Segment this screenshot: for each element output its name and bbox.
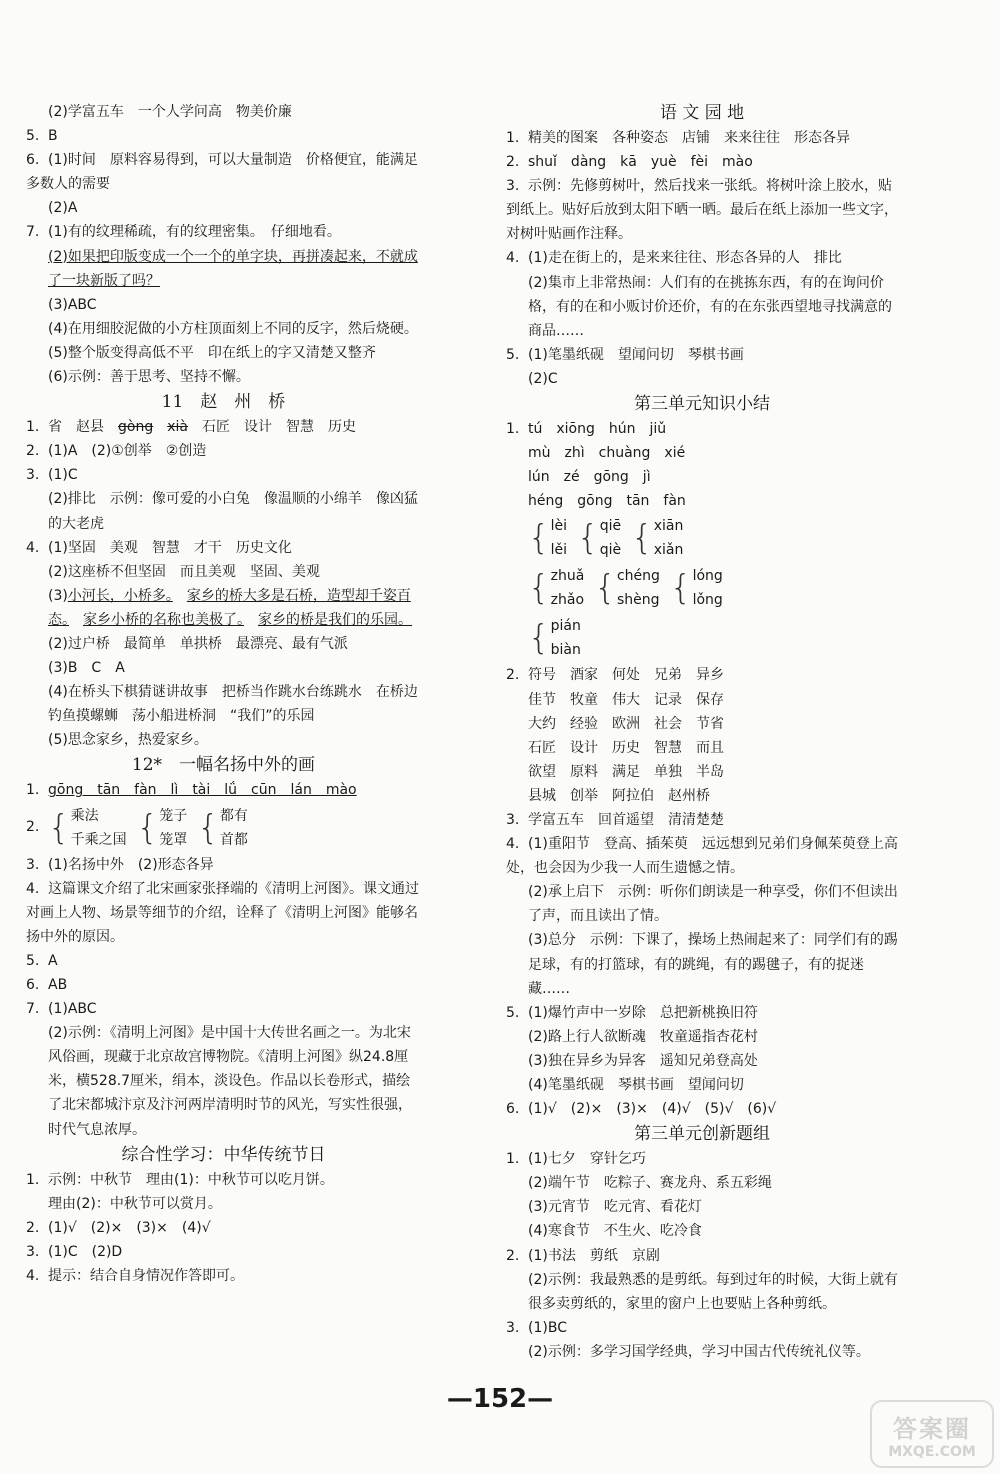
- spacer-text: [173, 588, 187, 604]
- answer-text: (1)A (2)①创举 ②创造: [48, 443, 207, 460]
- brace-item: 首都: [219, 831, 248, 848]
- answer-line: [506, 808, 898, 832]
- underlined-text: 家乡的桥是我们的乐园。: [258, 611, 412, 628]
- brace-item: pián: [550, 618, 581, 635]
- answer-line: [26, 584, 421, 632]
- answer-line: (4)在桥头下棋猜谜讲故事 把桥当作跳水台练跳水 在桥边钓鱼摸螺蛳 荡小船进桥洞 “我们”的乐园: [48, 684, 418, 725]
- question-number: 1.: [26, 419, 40, 436]
- brace-answers: [506, 563, 898, 613]
- brace-item: lèi: [550, 518, 568, 535]
- answer-line: (2)C: [528, 370, 558, 387]
- answer-text: (1)七夕 穿针乞巧: [528, 1151, 646, 1168]
- answer-line: (3)独在异乡为异客 遥知兄弟登高处: [528, 1052, 758, 1069]
- pinyin-answers: gōng tān fàn lì tài lǘ cūn lán mào: [48, 782, 357, 799]
- question-number: 2.: [26, 819, 40, 836]
- answer-line: [506, 1316, 898, 1340]
- brace-item: 千乘之国: [70, 831, 127, 848]
- answer-line: (6)示例：善于思考、坚持不懈。: [48, 369, 250, 386]
- section-heading: 综合性学习：中华传统节日: [121, 1144, 326, 1165]
- page-number: —152—: [446, 1384, 554, 1414]
- answer-text: tú xiōng hún jiǔ: [528, 421, 667, 438]
- answer-line: (5)整个版变得高低不平 印在纸上的字又清楚又整齐: [48, 344, 376, 361]
- answer-text: shuǐ dàng kā yuè fèi mào: [528, 154, 753, 171]
- answer-text: A: [48, 952, 58, 969]
- answer-line: (2)端午节 吃粽子、赛龙舟、系五彩绳: [528, 1175, 772, 1192]
- brace-item: 笼罩: [159, 831, 188, 848]
- answer-line: (2)学富五车 一个人学问高 物美价廉: [48, 104, 292, 120]
- question-number: 4.: [506, 250, 520, 267]
- answer-line: mù zhì chuàng xié: [528, 445, 686, 462]
- answer-line: (2)如果把印版变成一个一个的单字块，再拼凑起来，不就成了一块新版了吗？: [48, 248, 418, 289]
- answer-line: [506, 417, 898, 441]
- brace-item: 笼子: [159, 807, 188, 824]
- answer-line: [26, 536, 421, 560]
- answer-line: [506, 1001, 898, 1025]
- watermark-url: MXQE.COM: [888, 1443, 976, 1460]
- answer-text: 示例：先修剪树叶，然后找来一张纸。将树叶涂上胶水，贴到纸上。贴好后放到太阳下晒一晒。最后在纸上添加一些文字，对树叶贴画作注释。: [506, 178, 898, 243]
- brace-pair: { lèi lěi: [528, 514, 567, 562]
- answer-line: [26, 124, 421, 148]
- brace-pair: { chéng shèng: [594, 564, 660, 612]
- answer-line: [26, 973, 421, 997]
- answer-line: [506, 832, 898, 880]
- answer-line: [26, 415, 421, 439]
- section-heading: 11 赵 州 桥: [161, 392, 286, 413]
- brace-item: xiān: [653, 518, 684, 535]
- answer-line: (2)过户桥 最简单 单拱桥 最漂亮、最有气派: [48, 635, 348, 652]
- answer-line: [26, 1216, 421, 1240]
- answer-line: (2)示例：《清明上河图》是中国十大传世名画之一。为北宋风俗画，现藏于北京故宫博物院。《清明上河图》纵24.8厘米，横528.7厘米，绢本，淡设色。作品以长卷形式，描绘了北宋都城汴京及汴河两岸清明时节的风光，写实性很强，时代气息浓厚。: [48, 1025, 412, 1138]
- question-number: 6.: [26, 152, 40, 169]
- answer-line: (3)总分 示例：下课了，操场上热闹起来了：同学们有的踢足球，有的打篮球，有的跳绳，有的踢毽子，有的捉迷藏……: [528, 932, 898, 997]
- brace-item: biàn: [550, 642, 581, 659]
- answer-line: [506, 126, 898, 150]
- question-number: 3.: [506, 811, 520, 828]
- answer-line: [26, 949, 421, 973]
- question-number: 2.: [26, 443, 40, 460]
- underlined-text: 小河长，小桥多。: [67, 587, 173, 604]
- brace-pair: { 乘法 千乘之国: [48, 804, 127, 852]
- answer-text: (1)BC: [528, 1319, 567, 1336]
- answer-text: 符号 酒家 何处 兄弟 异乡: [528, 667, 724, 684]
- answer-line: (4)在用细胶泥做的小方柱顶面刻上不同的反字，然后烧硬。: [48, 320, 418, 337]
- question-number: 3.: [506, 178, 520, 195]
- answer-line: (2)示例：多学习国学经典，学习中国古代传统礼仪等。: [528, 1343, 870, 1360]
- section-heading: 第三单元知识小结: [634, 394, 770, 415]
- section-heading: 12* 一幅名扬中外的画: [131, 755, 316, 776]
- answer-text: 学富五车 回首遥望 清清楚楚: [528, 811, 724, 828]
- answer-line: 大约 经验 欧洲 社会 节省: [528, 715, 724, 732]
- question-number: 2.: [506, 667, 520, 684]
- answer-line: (3)B C A: [48, 660, 125, 677]
- brace-item: zhǎo: [550, 592, 585, 609]
- underlined-text: 家乡的桥大多是石桥，造型却千姿百态。: [48, 587, 411, 628]
- answer-line: (2)这座桥不但坚固 而且美观 坚固、美观: [48, 563, 320, 580]
- answer-text: (1)√ (2)× (3)× (4)√ (5)√ (6)√: [528, 1101, 777, 1118]
- answer-text: (1)名扬中外 (2)形态各异: [48, 856, 214, 873]
- question-number: 3.: [26, 1243, 40, 1260]
- answer-line: (3)ABC: [48, 296, 97, 313]
- answer-text: (1)有的纹理稀疏，有的纹理密集。 仔细地看。: [48, 224, 341, 241]
- brace-item: xiǎn: [653, 542, 684, 559]
- answer-line: (2)承上启下 示例：听你们朗读是一种享受，你们不但读出了声，而且读出了情。: [528, 884, 898, 925]
- brace-item: lóng: [692, 568, 723, 585]
- question-number: 1.: [26, 782, 40, 799]
- answer-line: [26, 463, 421, 487]
- question-number: 1.: [506, 130, 520, 146]
- question-number: 5.: [506, 346, 520, 363]
- answer-text: (1)C (2)D: [48, 1243, 123, 1260]
- answer-line: [26, 439, 421, 463]
- answer-line: [506, 1147, 898, 1171]
- question-number: 3.: [506, 1319, 520, 1336]
- answer-line: (5)思念家乡，热爱家乡。: [48, 732, 208, 749]
- question-number: 3.: [26, 856, 40, 873]
- brace-item: zhuǎ: [550, 568, 585, 585]
- answer-line: [506, 150, 898, 174]
- watermark-logo: [870, 1400, 994, 1468]
- answer-text: 省 赵县: [48, 419, 118, 436]
- answer-line: 石匠 设计 历史 智慧 而且: [528, 739, 724, 756]
- answer-line: (2)集市上非常热闹：人们有的在挑拣东西，有的在询问价格，有的在和小贩讨价还价，有的在东张西望地寻找满意的商品……: [528, 274, 892, 339]
- answer-line: [506, 663, 898, 687]
- answer-line: [506, 1244, 898, 1268]
- question-number: 1.: [506, 1151, 520, 1168]
- question-number: 6.: [26, 977, 40, 993]
- answer-line: [26, 853, 421, 877]
- question-number: 2.: [506, 1247, 520, 1264]
- answer-line: [26, 148, 421, 196]
- answer-line: (2)示例：我最熟悉的是剪纸。每到过年的时候，大街上就有很多卖剪纸的，家里的窗户上也要贴上各种剪纸。: [528, 1271, 898, 1312]
- answer-text: (1)笔墨纸砚 望闻问切 琴棋书画: [528, 346, 744, 363]
- answer-line: (2)排比 示例：像可爱的小白兔 像温顺的小绵羊 像凶猛的大老虎: [48, 491, 418, 532]
- answer-line: 理由(2)：中秋节可以赏月。: [48, 1195, 222, 1212]
- brace-answers: [506, 613, 898, 663]
- answer-text: (1)走在街上的，是来来往往、形态各异的人 排比: [528, 250, 842, 267]
- answer-line: (4)寒食节 不生火、吃冷食: [528, 1223, 702, 1240]
- spacer-text: [244, 612, 258, 628]
- brace-item: 都有: [219, 807, 248, 824]
- brace-item: 乘法: [70, 807, 99, 824]
- question-number: 4.: [506, 836, 520, 853]
- answer-line: lún zé gōng jì: [528, 469, 651, 486]
- answer-line: [26, 1264, 421, 1288]
- question-number: 5.: [26, 952, 40, 969]
- brace-pair: { zhuǎ zhǎo: [528, 564, 584, 612]
- answer-text: (1)√ (2)× (3)× (4)√: [48, 1219, 211, 1236]
- brace-pair: { 笼子 笼罩: [137, 804, 188, 852]
- brace-item: chéng: [616, 568, 660, 585]
- answer-line: héng gōng tān fàn: [528, 493, 686, 510]
- answer-text: 这篇课文介绍了北宋画家张择端的《清明上河图》。课文通过对画上人物、场景等细节的介绍，诠释了《清明上河图》能够名扬中外的原因。: [26, 880, 419, 945]
- brace-item: lěi: [550, 542, 568, 559]
- answer-line: [26, 1168, 421, 1192]
- brace-pair: { xiān xiǎn: [631, 514, 683, 562]
- question-number: 2.: [506, 154, 520, 171]
- question-number: 5.: [506, 1004, 520, 1021]
- answer-text: (1)坚固 美观 智慧 才干 历史文化: [48, 539, 292, 556]
- brace-answers: [506, 513, 898, 563]
- answer-text: B: [48, 128, 58, 145]
- brace-item: qiè: [599, 542, 622, 559]
- answer-text: 精美的图案 各种姿态 店铺 来来往往 形态各异: [528, 130, 850, 146]
- left-column: [26, 100, 421, 1288]
- brace-pair: { pián biàn: [528, 614, 581, 662]
- answer-text: 石匠 设计 智慧 历史: [187, 419, 356, 436]
- question-number: 4.: [26, 880, 40, 897]
- question-number: 1.: [506, 421, 520, 438]
- spacer-text: [153, 419, 167, 435]
- answer-text: (1)书法 剪纸 京剧: [528, 1247, 660, 1264]
- answer-text: (1)重阳节 登高、插茱萸 远远想到兄弟们身佩茱萸登上高处，也会因为少我一人而生遗憾之情。: [506, 836, 898, 877]
- answer-line: (2)A: [48, 200, 78, 217]
- answer-line: [506, 1097, 898, 1121]
- brace-pair: { lóng lǒng: [670, 564, 723, 612]
- answer-text: (1)爆竹声中一岁除 总把新桃换旧符: [528, 1004, 758, 1021]
- right-column: [506, 100, 898, 1364]
- section-heading: 第三单元创新题组: [634, 1124, 770, 1145]
- brace-pair: { 都有 首都: [197, 804, 248, 852]
- answer-text: (1)C: [48, 467, 78, 484]
- answer-line: [26, 220, 421, 244]
- spacer-text: [69, 612, 83, 628]
- question-number: 4.: [26, 539, 40, 556]
- answer-line: [26, 997, 421, 1021]
- question-number: 7.: [26, 1001, 40, 1018]
- question-number: 5.: [26, 128, 40, 145]
- struck-text: gòng: [118, 419, 154, 436]
- answer-text: (1)时间 原料容易得到，可以大量制造 价格便宜，能满足多数人的需要: [26, 152, 418, 193]
- answer-text: 示例：中秋节 理由(1)：中秋节可以吃月饼。: [48, 1171, 334, 1188]
- answer-line: [26, 877, 421, 949]
- question-number: 1.: [26, 1171, 40, 1188]
- question-number: 4.: [26, 1268, 40, 1285]
- answer-line: 佳节 牧童 伟大 记录 保存: [528, 691, 724, 708]
- answer-line: [506, 343, 898, 367]
- brace-item: qiē: [599, 518, 622, 535]
- question-number: 7.: [26, 224, 40, 241]
- answer-text: (3): [48, 587, 68, 604]
- answer-line: [506, 246, 898, 270]
- brace-item: shèng: [616, 592, 660, 609]
- answer-line: [506, 174, 898, 246]
- answer-line: [26, 778, 421, 802]
- struck-text: xià: [167, 419, 188, 436]
- answer-line: 欲望 原料 满足 单独 半岛: [528, 763, 724, 780]
- watermark-text: 答案圈: [893, 1414, 971, 1443]
- brace-answers: [26, 803, 421, 853]
- question-number: 2.: [26, 1219, 40, 1236]
- brace-pair: { qiē qiè: [577, 514, 621, 562]
- question-number: 6.: [506, 1101, 520, 1118]
- answer-text: (1)ABC: [48, 1001, 97, 1018]
- answer-line: (4)笔墨纸砚 琴棋书画 望闻问切: [528, 1077, 744, 1093]
- answer-line: [26, 1240, 421, 1264]
- answer-text: 提示：结合自身情况作答即可。: [48, 1268, 244, 1285]
- question-number: 3.: [26, 467, 40, 484]
- section-heading: 语 文 园 地: [659, 103, 745, 123]
- answer-line: (3)元宵节 吃元宵、看花灯: [528, 1199, 702, 1216]
- answer-line: 县城 创举 阿拉伯 赵州桥: [528, 787, 710, 804]
- brace-item: lǒng: [692, 592, 723, 609]
- answer-text: AB: [48, 977, 68, 993]
- underlined-text: 家乡小桥的名称也美极了。: [83, 611, 244, 628]
- answer-line: (2)路上行人欲断魂 牧童遥指杏花村: [528, 1028, 758, 1045]
